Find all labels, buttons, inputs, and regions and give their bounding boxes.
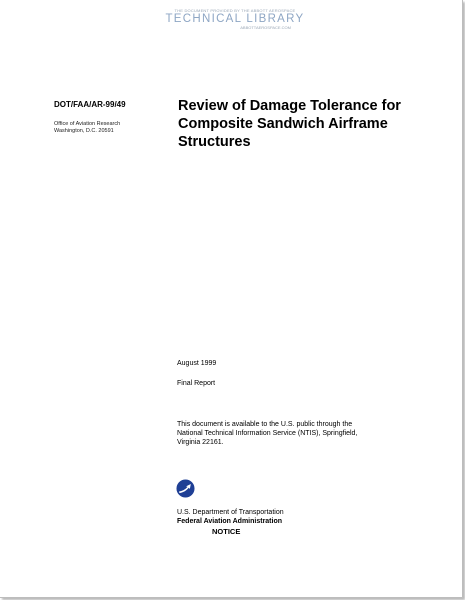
report-date: August 1999 [177, 360, 217, 367]
administration-name: Federal Aviation Administration [177, 518, 283, 525]
document-title: Review of Damage Tolerance for Composite Sandwich Airframe Structures [178, 98, 401, 150]
department-name: U.S. Department of Transportation [177, 509, 284, 516]
banner-title: TECHNICAL LIBRARY [165, 13, 305, 25]
availability-statement: This document is available to the U.S. public through the National Technical Information Service (NTIS), Springfield, Virginia 22161. [177, 421, 358, 446]
banner-website: ABBOTTAEROSPACE.COM [240, 25, 291, 30]
office-line-2: Washington, D.C. 20591 [54, 128, 114, 134]
banner-top-line: THE DOCUMENT PROVIDED BY THE ABBOTT AEROSPACE [174, 8, 296, 13]
dot-logo-icon [176, 479, 195, 498]
report-type: Final Report [177, 380, 216, 387]
report-number: DOT/FAA/AR-99/49 [54, 100, 126, 109]
notice-heading: NOTICE [212, 527, 241, 536]
office-address [54, 121, 120, 135]
office-line-1: Office of Aviation Research [54, 121, 121, 127]
library-banner[interactable] [165, 8, 305, 38]
